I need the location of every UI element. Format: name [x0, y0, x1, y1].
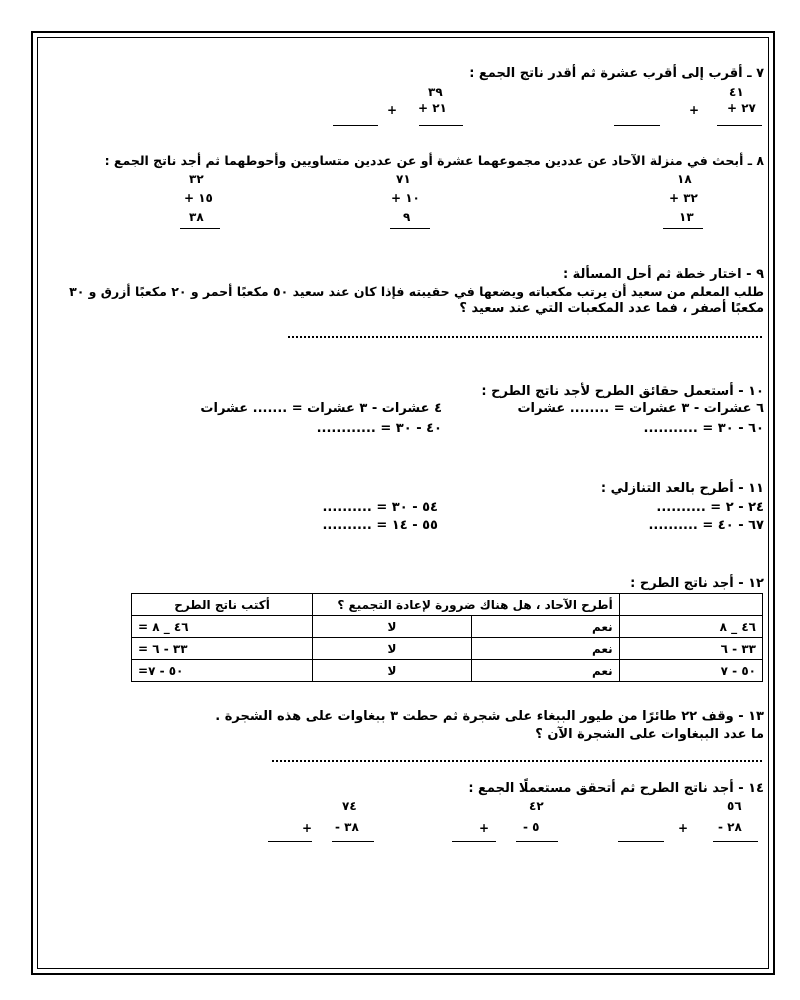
table-cell-yes[interactable]: نعم [471, 638, 619, 660]
q8-p3-bottom: ٣٨ [189, 210, 204, 224]
table-cell-answer[interactable]: ٣٣ - ٦ = [132, 638, 313, 660]
table-header-expression [619, 594, 762, 616]
table-cell-expression: ٤٦ _ ٨ [619, 616, 762, 638]
q10-r2a: ٦٠ - ٣٠ = ........... [643, 421, 764, 436]
q10-title: ١٠ - أستعمل حقائق الطرح لأجد ناتج الطرح : [481, 384, 764, 399]
q14-p2-underline [516, 841, 558, 842]
q7-a-underline [717, 125, 762, 126]
q14-p2-top: ٤٢ [529, 799, 544, 813]
table-header-row [132, 594, 763, 616]
table-row [132, 638, 763, 660]
q14-p2-bottom: ٥ - [523, 820, 540, 834]
table-row [132, 616, 763, 638]
q9-line2: مكعبًا أصفر ، فما عدد المكعبات التي عند سعيد ؟ [459, 301, 764, 316]
q13-answer-line[interactable] [272, 760, 762, 762]
q11-b1: ٥٤ - ٣٠ = .......... [322, 500, 438, 515]
table-cell-no[interactable]: لا [313, 660, 472, 682]
q7-b-plus: + [387, 103, 398, 117]
table-cell-expression: ٥٠ - ٧ [619, 660, 762, 682]
table-cell-no[interactable]: لا [313, 616, 472, 638]
q8-p1-middle: ٣٢ + [669, 191, 698, 205]
q7-a-bottom: ٢٧ + [727, 101, 756, 115]
q7-a-estimate-blank[interactable] [614, 125, 660, 126]
q12-title: ١٢ - أجد ناتج الطرح : [630, 576, 764, 591]
q14-p1-top: ٥٦ [727, 799, 742, 813]
subtraction-table [131, 593, 763, 682]
q14-p3-top: ٧٤ [342, 799, 357, 813]
q11-title: ١١ - أطرح بالعد التنازلي : [600, 481, 764, 496]
q8-p2-middle: ١٠ + [391, 191, 420, 205]
q8-p1-bottom: ١٣ [679, 210, 694, 224]
q9-line1: طلب المعلم من سعيد أن يرتب مكعباته ويضعها في حقيبته فإذا كان عند سعيد ٥٠ مكعبًا أحمر و ٢٠ مكعبًا أزرق و ٣٠ [69, 284, 764, 299]
q11-a2: ٦٧ - ٤٠ = .......... [648, 518, 764, 533]
q7-title: ٧ ـ أقرب إلى أقرب عشرة ثم أقدر ناتج الجمع : [469, 66, 764, 81]
q11-a1: ٢٤ - ٢ = .......... [656, 500, 764, 515]
table-header-answer: أكتب ناتج الطرح [132, 594, 313, 616]
q14-p1-bottom: ٢٨ - [718, 820, 742, 834]
q14-title: ١٤ - أجد ناتج الطرح ثم أتحقق مستعملًا الجمع : [468, 781, 764, 796]
table-row [132, 660, 763, 682]
q7-b-bottom: ٢١ + [418, 101, 447, 115]
q13-line2: ما عدد الببغاوات على الشجرة الآن ؟ [535, 727, 764, 742]
q13-line1: ١٣ - وقف ٢٢ طائرًا من طيور الببغاء على شجرة ثم حطت ٣ ببغاوات على هذه الشجرة . [215, 709, 764, 724]
q10-r2b: ٤٠ - ٣٠ = ............ [316, 421, 442, 436]
q14-p3-check-blank[interactable] [268, 841, 312, 842]
q8-title: ٨ ـ أبحث في منزلة الآحاد عن عددين مجموعهما عشرة أو عن عددين متساويين وأحوطهما ثم أجد ناتج الجمع : [104, 153, 764, 168]
q8-p2-top: ٧١ [396, 172, 411, 186]
q7-b-top: ٣٩ [428, 85, 443, 99]
q10-r1a: ٦ عشرات - ٣ عشرات = ........ عشرات [517, 401, 764, 416]
q10-r1b: ٤ عشرات - ٣ عشرات = ....... عشرات [200, 401, 442, 416]
q14-p1-underline [713, 841, 758, 842]
q14-p3-bottom: ٣٨ - [335, 820, 359, 834]
table-cell-no[interactable]: لا [313, 638, 472, 660]
table-cell-answer[interactable]: ٤٦ _ ٨ = [132, 616, 313, 638]
q8-p1-top: ١٨ [677, 172, 692, 186]
q8-p2-bottom: ٩ [403, 210, 411, 224]
q8-p1-underline [663, 228, 703, 229]
q14-p2-check-blank[interactable] [452, 841, 496, 842]
q7-b-underline [419, 125, 463, 126]
table-cell-expression: ٣٣ - ٦ [619, 638, 762, 660]
q8-p2-underline [390, 228, 430, 229]
q8-p3-underline [180, 228, 220, 229]
q7-a-plus: + [689, 103, 700, 117]
q14-p1-check-blank[interactable] [618, 841, 664, 842]
q14-p3-plus: + [302, 821, 313, 835]
q14-p3-underline [332, 841, 374, 842]
q8-p3-top: ٣٢ [189, 172, 204, 186]
table-cell-yes[interactable]: نعم [471, 660, 619, 682]
q9-answer-line[interactable] [288, 336, 762, 338]
q14-p2-plus: + [479, 821, 490, 835]
q14-p1-plus: + [678, 821, 689, 835]
q8-p3-middle: ١٥ + [184, 191, 213, 205]
q7-a-top: ٤١ [729, 85, 744, 99]
table-cell-yes[interactable]: نعم [471, 616, 619, 638]
q9-title: ٩ - اختار خطة ثم أحل المسألة : [562, 267, 764, 282]
q11-b2: ٥٥ - ١٤ = .......... [322, 518, 438, 533]
table-cell-answer[interactable]: ٥٠ - ٧= [132, 660, 313, 682]
q7-b-estimate-blank[interactable] [333, 125, 378, 126]
table-header-regroup: أطرح الآحاد ، هل هناك ضرورة لإعادة التجميع ؟ [313, 594, 620, 616]
